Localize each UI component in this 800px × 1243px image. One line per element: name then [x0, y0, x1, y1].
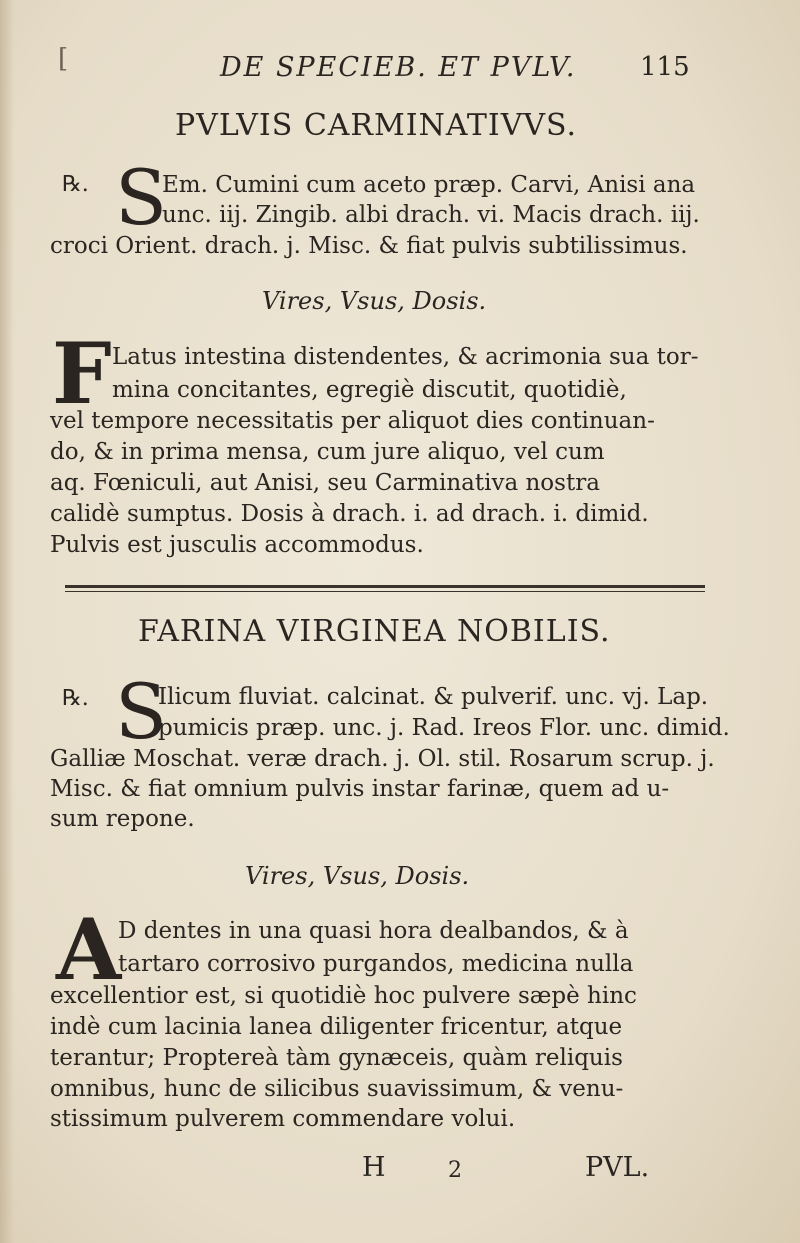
subheading: Vires, Vsus, Dosis. — [245, 862, 470, 890]
recipe-symbol: ℞. — [62, 172, 89, 197]
body-line: Pulvis est jusculis accommodus. — [50, 532, 424, 558]
body-line: terantur; Proptereà tàm gynæceis, quàm reliquis — [50, 1045, 623, 1071]
recipe-line: Em. Cumini cum aceto præp. Carvi, Anisi ana — [162, 172, 696, 198]
recipe-line: sum repone. — [50, 806, 195, 832]
body-line: stissimum pulverem commendare volui. — [50, 1106, 516, 1132]
body-line: do, & in prima mensa, cum jure aliquo, vel cum — [50, 439, 605, 465]
recipe-line: croci Orient. drach. j. Misc. & fiat pulvis subtilissimus. — [50, 233, 688, 259]
recipe-drop-cap: S — [115, 667, 168, 756]
body-line: mina concitantes, egregiè discutit, quotidiè, — [112, 377, 627, 403]
body-line: excellentior est, si quotidiè hoc pulvere sæpè hinc — [50, 983, 637, 1009]
body-line: aq. Fœniculi, aut Anisi, seu Carminativa nostra — [50, 470, 600, 496]
margin-mark: [ — [58, 44, 69, 74]
page-number: 115 — [640, 52, 690, 82]
body-drop-cap: A — [56, 900, 122, 999]
body-line: Latus intestina distendentes, & acrimonia sua tor- — [112, 344, 699, 370]
signature-mark: H — [362, 1152, 386, 1183]
body-line: vel tempore necessitatis per aliquot dies continuan- — [50, 408, 655, 434]
recipe-line: Ilicum fluviat. calcinat. & pulverif. unc. vj. Lap. — [158, 684, 709, 710]
section-title: PVLVIS CARMINATIVVS. — [175, 108, 578, 143]
body-line: D dentes in una quasi hora dealbandos, & à — [118, 918, 629, 944]
recipe-drop-cap: S — [115, 153, 168, 242]
catchword: PVL. — [585, 1152, 650, 1183]
recipe-line: Misc. & fiat omnium pulvis instar farinæ, quem ad u- — [50, 776, 670, 802]
recipe-line: Galliæ Moschat. veræ drach. j. Ol. stil. Rosarum scrup. j. — [50, 746, 715, 772]
body-line: tartaro corrosivo purgandos, medicina nulla — [118, 951, 634, 977]
recipe-line: unc. iij. Zingib. albi drach. vi. Macis drach. iij. — [162, 202, 700, 228]
body-drop-cap: F — [52, 324, 112, 423]
body-line: omnibus, hunc de silicibus suavissimum, & venu- — [50, 1076, 624, 1102]
section-title: FARINA VIRGINEA NOBILIS. — [138, 614, 611, 649]
subheading: Vires, Vsus, Dosis. — [262, 287, 487, 315]
body-line: calidè sumptus. Dosis à drach. i. ad drach. i. dimid. — [50, 501, 649, 527]
recipe-line: pumicis præp. unc. j. Rad. Ireos Flor. unc. dimid. — [158, 715, 730, 741]
recipe-symbol: ℞. — [62, 686, 89, 711]
signature-number: 2 — [448, 1158, 462, 1183]
section-divider-thin — [65, 591, 705, 592]
body-line: indè cum lacinia lanea diligenter fricentur, atque — [50, 1014, 623, 1040]
section-divider — [65, 585, 705, 588]
page-edge-shadow — [0, 0, 14, 1243]
running-head: DE SPECIEB. ET PVLV. — [220, 52, 577, 83]
